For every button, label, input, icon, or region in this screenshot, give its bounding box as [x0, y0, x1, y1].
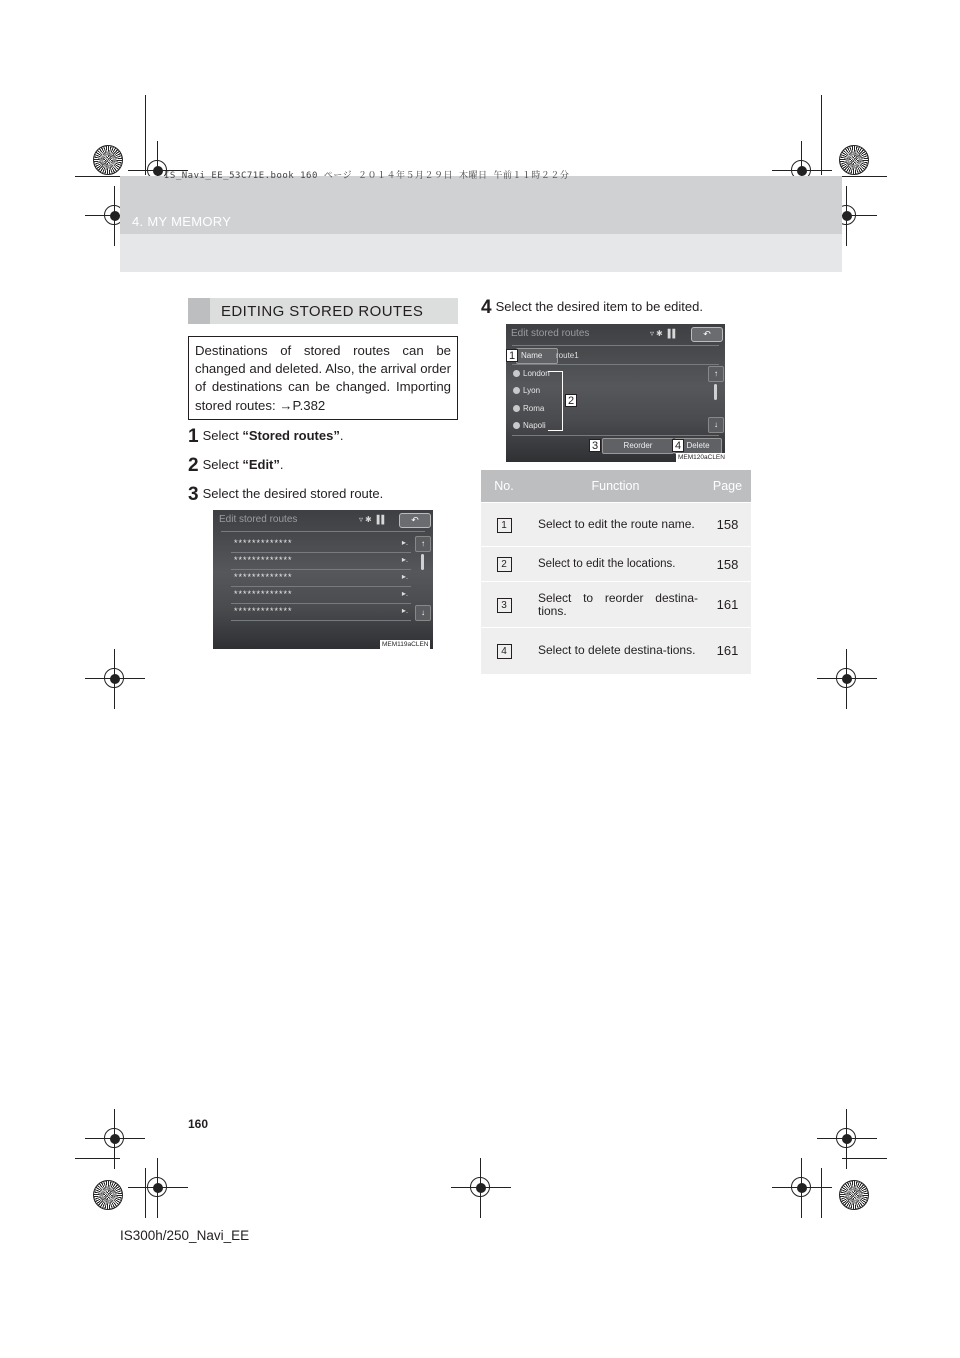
step-4: 4 Select the desired item to be edited.	[481, 297, 703, 318]
route-item[interactable]: *************	[234, 589, 293, 599]
intro-text: Destinations of stored routes can be changed and deleted. Also, the arrival order of destinations can be changed. Importing stored routes: →P.382	[195, 343, 451, 413]
intro-box	[188, 336, 458, 420]
locations-bracket	[548, 371, 563, 431]
color-target-icon	[93, 145, 123, 175]
registration-mark-icon	[772, 1158, 832, 1218]
location-item[interactable]: Napoli	[523, 421, 546, 430]
table-row	[481, 582, 751, 628]
section-title: 4. MY MEMORY	[132, 214, 232, 229]
function-text: Select to delete destina-tions.	[527, 628, 704, 674]
color-target-icon	[839, 145, 869, 175]
item-number: 2	[497, 557, 512, 572]
route-item[interactable]: *************	[234, 572, 293, 582]
location-item[interactable]: Roma	[523, 404, 545, 413]
image-code: MEM119aCLEN	[382, 641, 429, 648]
step-2: 2 Select “Edit”.	[188, 455, 284, 476]
color-target-icon	[93, 1180, 123, 1210]
route-item[interactable]: *************	[234, 555, 293, 565]
item-number: 4	[497, 644, 512, 659]
table-row	[481, 628, 751, 674]
function-text: Select to reorder destina-tions.	[527, 582, 704, 628]
section-heading-text: EDITING STORED ROUTES	[221, 303, 424, 320]
scroll-down-button[interactable]: ↓	[708, 417, 724, 433]
color-target-icon	[839, 1180, 869, 1210]
registration-mark-icon	[85, 649, 145, 709]
item-number: 3	[497, 598, 512, 613]
location-pin-icon	[513, 422, 520, 429]
screen-title: Edit stored routes	[511, 328, 590, 339]
route-arrow-icon[interactable]: ▸.	[401, 572, 409, 581]
page-ref: 158	[704, 503, 751, 547]
callout-1: 1	[506, 349, 518, 362]
page-header	[120, 176, 842, 272]
edit-route-screen	[506, 324, 725, 462]
route-arrow-icon[interactable]: ▸.	[401, 606, 409, 615]
table-row	[481, 503, 751, 547]
scroll-down-button[interactable]: ↓	[415, 605, 431, 621]
route-arrow-icon[interactable]: ▸.	[401, 555, 409, 564]
route-item[interactable]: *************	[234, 606, 293, 616]
function-text: Select to edit the locations.	[527, 547, 704, 582]
scrollbar[interactable]	[421, 554, 424, 570]
route-arrow-icon[interactable]: ▸.	[401, 538, 409, 547]
header-no: No.	[481, 470, 527, 503]
location-pin-icon	[513, 370, 520, 377]
registration-mark-icon	[128, 1158, 188, 1218]
screen-title: Edit stored routes	[219, 514, 298, 525]
callout-3: 3	[589, 439, 601, 452]
scroll-up-button[interactable]: ↑	[415, 536, 431, 552]
route-name-value: route1	[556, 351, 579, 360]
location-item[interactable]: London	[523, 369, 550, 378]
callout-2: 2	[565, 394, 577, 407]
table-row	[481, 547, 751, 582]
delete-button[interactable]: Delete	[674, 438, 722, 454]
status-icons: ▿✱▐▌	[359, 515, 390, 524]
book-info: IS_Navi_EE_53C71E.book 160 ページ ２０１４年５月２９日 木曜日 午前１１時２２分	[164, 171, 570, 181]
registration-mark-icon	[817, 649, 877, 709]
reorder-button[interactable]: Reorder	[602, 438, 674, 454]
callout-4: 4	[672, 439, 684, 452]
section-heading	[188, 298, 458, 324]
back-button[interactable]: ↶	[399, 513, 431, 528]
status-icons: ▿✱▐▌	[650, 329, 681, 338]
location-pin-icon	[513, 387, 520, 394]
function-table	[481, 470, 751, 674]
footer-model: IS300h/250_Navi_EE	[120, 1228, 250, 1243]
route-item[interactable]: *************	[234, 538, 293, 548]
page-number: 160	[188, 1117, 209, 1131]
page-ref: 158	[704, 547, 751, 582]
step-3: 3 Select the desired stored route.	[188, 484, 384, 505]
image-code: MEM120aCLEN	[678, 454, 725, 461]
name-button[interactable]: Name	[516, 348, 558, 364]
registration-mark-icon	[451, 1158, 511, 1218]
scroll-up-button[interactable]: ↑	[708, 366, 724, 382]
table-header-row	[481, 470, 751, 503]
scrollbar[interactable]	[714, 384, 717, 400]
route-arrow-icon[interactable]: ▸.	[401, 589, 409, 598]
back-button[interactable]: ↶	[691, 327, 723, 342]
page-ref: 161	[704, 582, 751, 628]
step-1: 1 Select “Stored routes”.	[188, 426, 344, 447]
function-text: Select to edit the route name.	[527, 503, 704, 547]
header-page: Page	[704, 470, 751, 503]
location-item[interactable]: Lyon	[523, 386, 541, 395]
location-pin-icon	[513, 405, 520, 412]
header-function: Function	[527, 470, 704, 503]
item-number: 1	[497, 518, 512, 533]
page-ref: 161	[704, 628, 751, 674]
edit-stored-routes-screen	[213, 510, 433, 649]
